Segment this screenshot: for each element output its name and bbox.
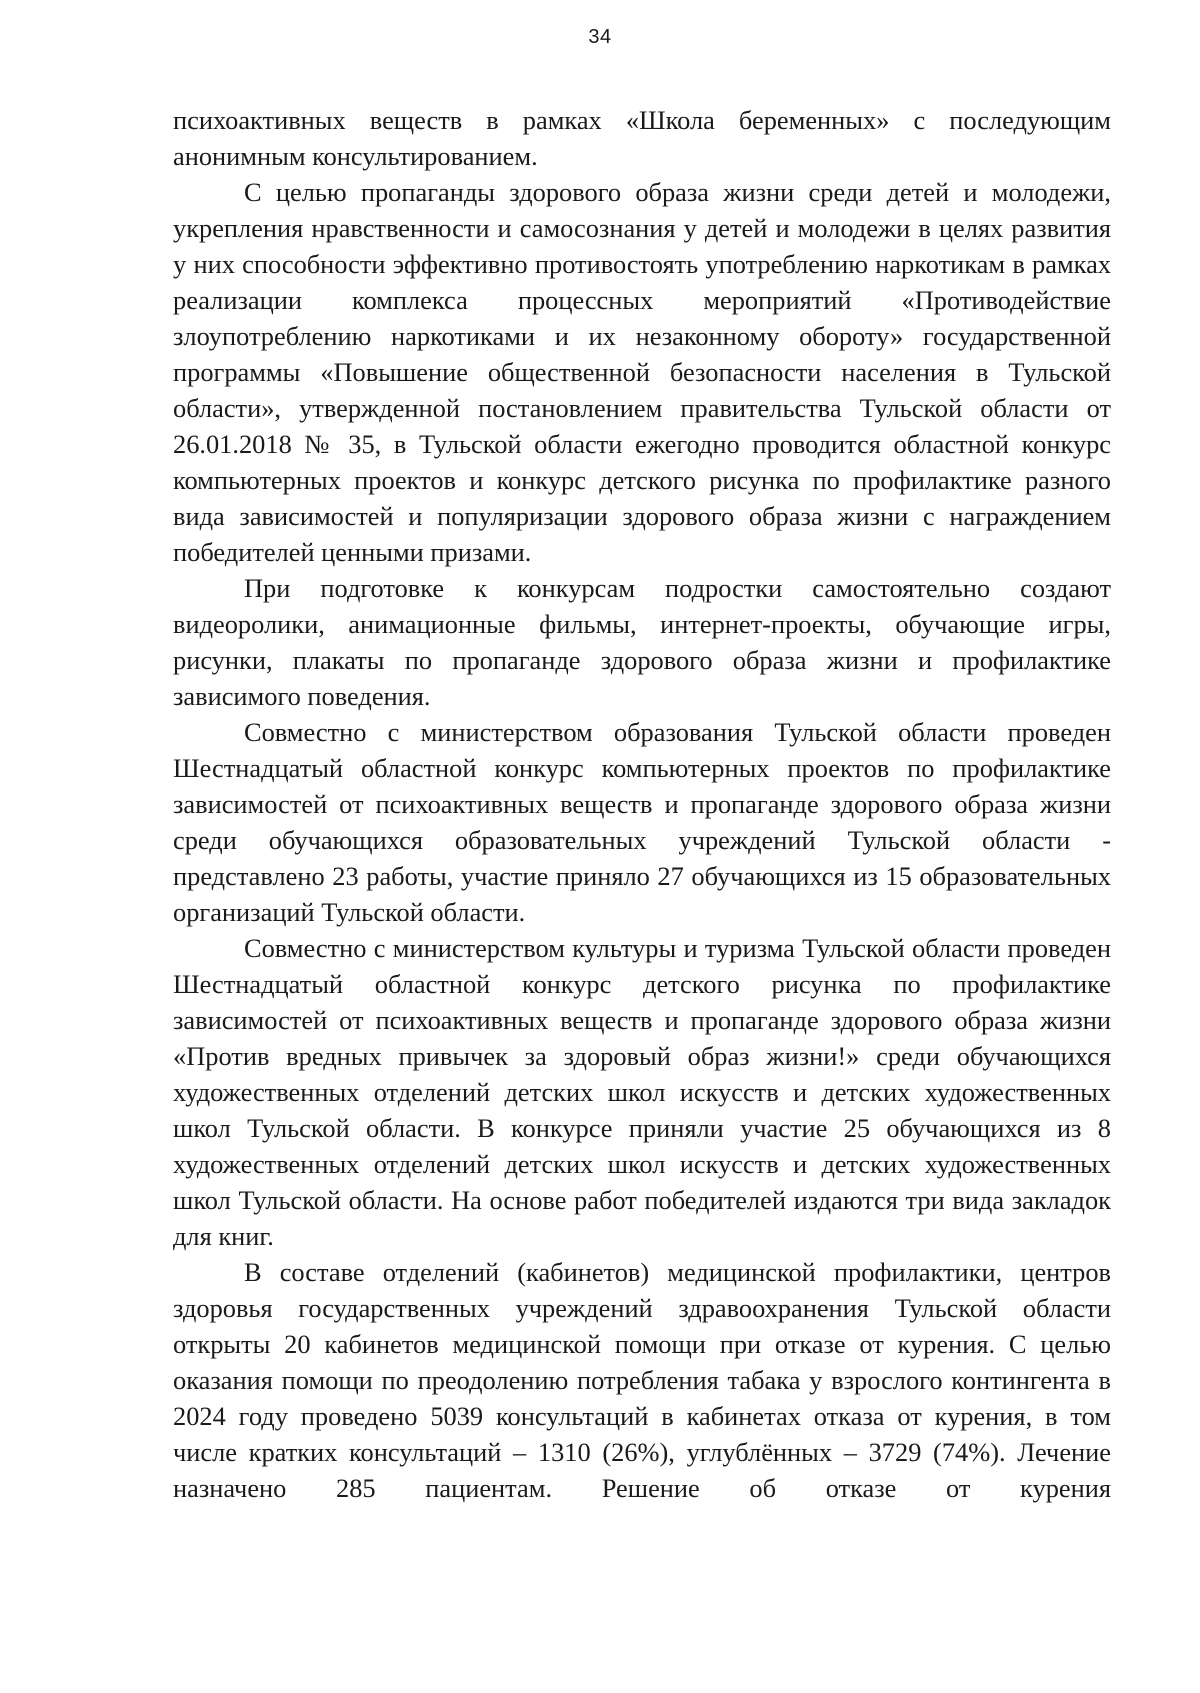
paragraph-continuation: психоактивных веществ в рамках «Школа беременных» с последующим анонимным консультированием. (173, 105, 1111, 171)
paragraph-children-drawing-contest: Совместно с министерством культуры и туризма Тульской области проведен Шестнадцатый областной конкурс детского рисунка по профилактике зависимостей от психоактивных веществ и пропаганде здорового образа жизни «Против вредных привычек за здоровый образ жизни!» среди обучающихся художественных отделений детских школ искусств и детских художественных школ Тульской области. В конкурсе приняли участие 25 обучающихся из 8 художественных отделений детских школ искусств и детских художественных школ Тульской области. На основе работ победителей издаются три вида закладок для книг. (173, 933, 1111, 1251)
document-body (173, 102, 1111, 1506)
page-number: 34 (588, 26, 612, 48)
paragraph-smoking-cessation-offices: В составе отделений (кабинетов) медицинской профилактики, центров здоровья государственных учреждений здравоохранения Тульской области открыты 20 кабинетов медицинской помощи при отказе от курения. С целью оказания помощи по преодолению потребления табака у взрослого контингента в 2024 году проведено 5039 консультаций в кабинетах отказа от курения, в том числе кратких консультаций – 1310 (26%), углублённых – 3729 (74%). Лечение назначено 285 пациентам. Решение об отказе от курения (173, 1257, 1111, 1503)
paragraph-contest-preparation: При подготовке к конкурсам подростки самостоятельно создают видеоролики, анимационные фильмы, интернет-проекты, обучающие игры, рисунки, плакаты по пропаганде здорового образа жизни и профилактике зависимого поведения. (173, 573, 1111, 711)
paragraph-computer-projects-contest: Совместно с министерством образования Тульской области проведен Шестнадцатый областной конкурс компьютерных проектов по профилактике зависимостей от психоактивных веществ и пропаганде здорового образа жизни среди обучающихся образовательных учреждений Тульской области - представлено 23 работы, участие приняло 27 обучающихся из 15 образовательных организаций Тульской области. (173, 717, 1111, 927)
paragraph-healthy-lifestyle-propaganda: С целью пропаганды здорового образа жизни среди детей и молодежи, укрепления нравственности и самосознания у детей и молодежи в целях развития у них способности эффективно противостоять употреблению наркотикам в рамках реализации комплекса процессных мероприятий «Противодействие злоупотреблению наркотиками и их незаконному обороту» государственной программы «Повышение общественной безопасности населения в Тульской области», утвержденной постановлением правительства Тульской области от 26.01.2018 № 35, в Тульской области ежегодно проводится областной конкурс компьютерных проектов и конкурс детского рисунка по профилактике разного вида зависимостей и популяризации здорового образа жизни с награждением победителей ценными призами. (173, 177, 1111, 567)
